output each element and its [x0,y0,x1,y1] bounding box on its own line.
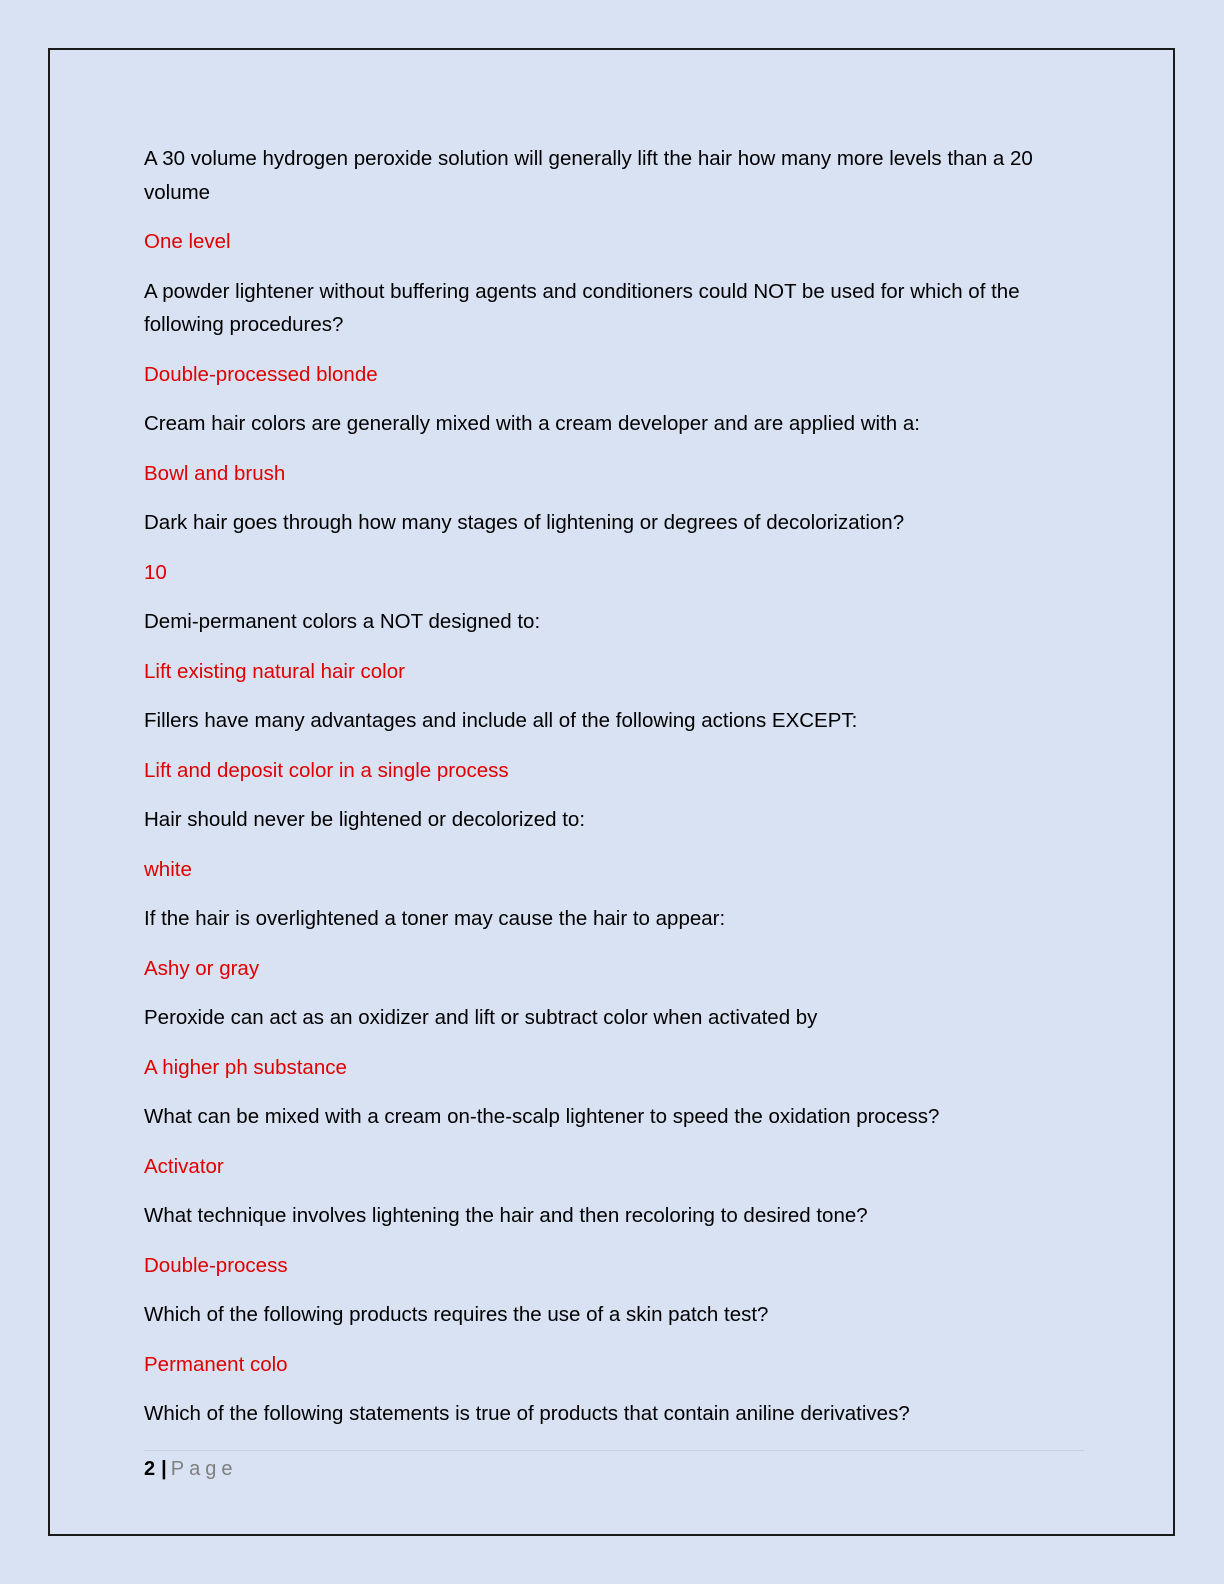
question-text: Hair should never be lightened or decolorized to: [144,808,586,831]
answer-text: Double-processed blonde [144,362,378,386]
document-body [144,142,1084,1447]
answer-text: Lift existing natural hair color [144,659,405,683]
answer-text: Lift and deposit color in a single process [144,758,509,782]
page-number: 2 [144,1458,156,1480]
answer-text: Bowl and brush [144,461,286,485]
question-text: If the hair is overlightened a toner may cause the hair to appear: [144,907,726,930]
answer-text: One level [144,230,231,253]
question-text: Dark hair goes through how many stages of lightening or degrees of decolorization? [144,511,905,534]
answer-text: Permanent colo [144,1352,288,1376]
question-text: A powder lightener without buffering agents and conditioners could NOT be used for which of the following procedures? [144,279,1020,336]
page-footer [144,1456,237,1482]
question-text: What technique involves lightening the hair and then recoloring to desired tone? [144,1204,868,1227]
answer-text: Activator [144,1154,224,1178]
footer-separator: | [161,1458,167,1480]
answer-text: Double-process [144,1253,288,1277]
page-label: Page [170,1458,238,1480]
question-text: Peroxide can act as an oxidizer and lift or subtract color when activated by [144,1006,818,1029]
question-text: Which of the following products requires the use of a skin patch test? [144,1303,769,1326]
question-text: Fillers have many advantages and include all of the following actions EXCEPT: [144,709,858,732]
question-text: A 30 volume hydrogen peroxide solution will generally lift the hair how many more levels than a 20 volume [144,147,1033,204]
answer-text: Ashy or gray [144,956,260,980]
answer-text: 10 [144,560,167,584]
answer-text: white [144,857,192,881]
question-text: What can be mixed with a cream on-the-scalp lightener to speed the oxidation process? [144,1105,940,1128]
answer-text: A higher ph substance [144,1055,347,1079]
question-text: Which of the following statements is true of products that contain aniline derivatives? [144,1402,910,1425]
question-text: Demi-permanent colors a NOT designed to: [144,610,541,633]
footer-divider [144,1450,1084,1451]
question-text: Cream hair colors are generally mixed with a cream developer and are applied with a: [144,412,920,435]
